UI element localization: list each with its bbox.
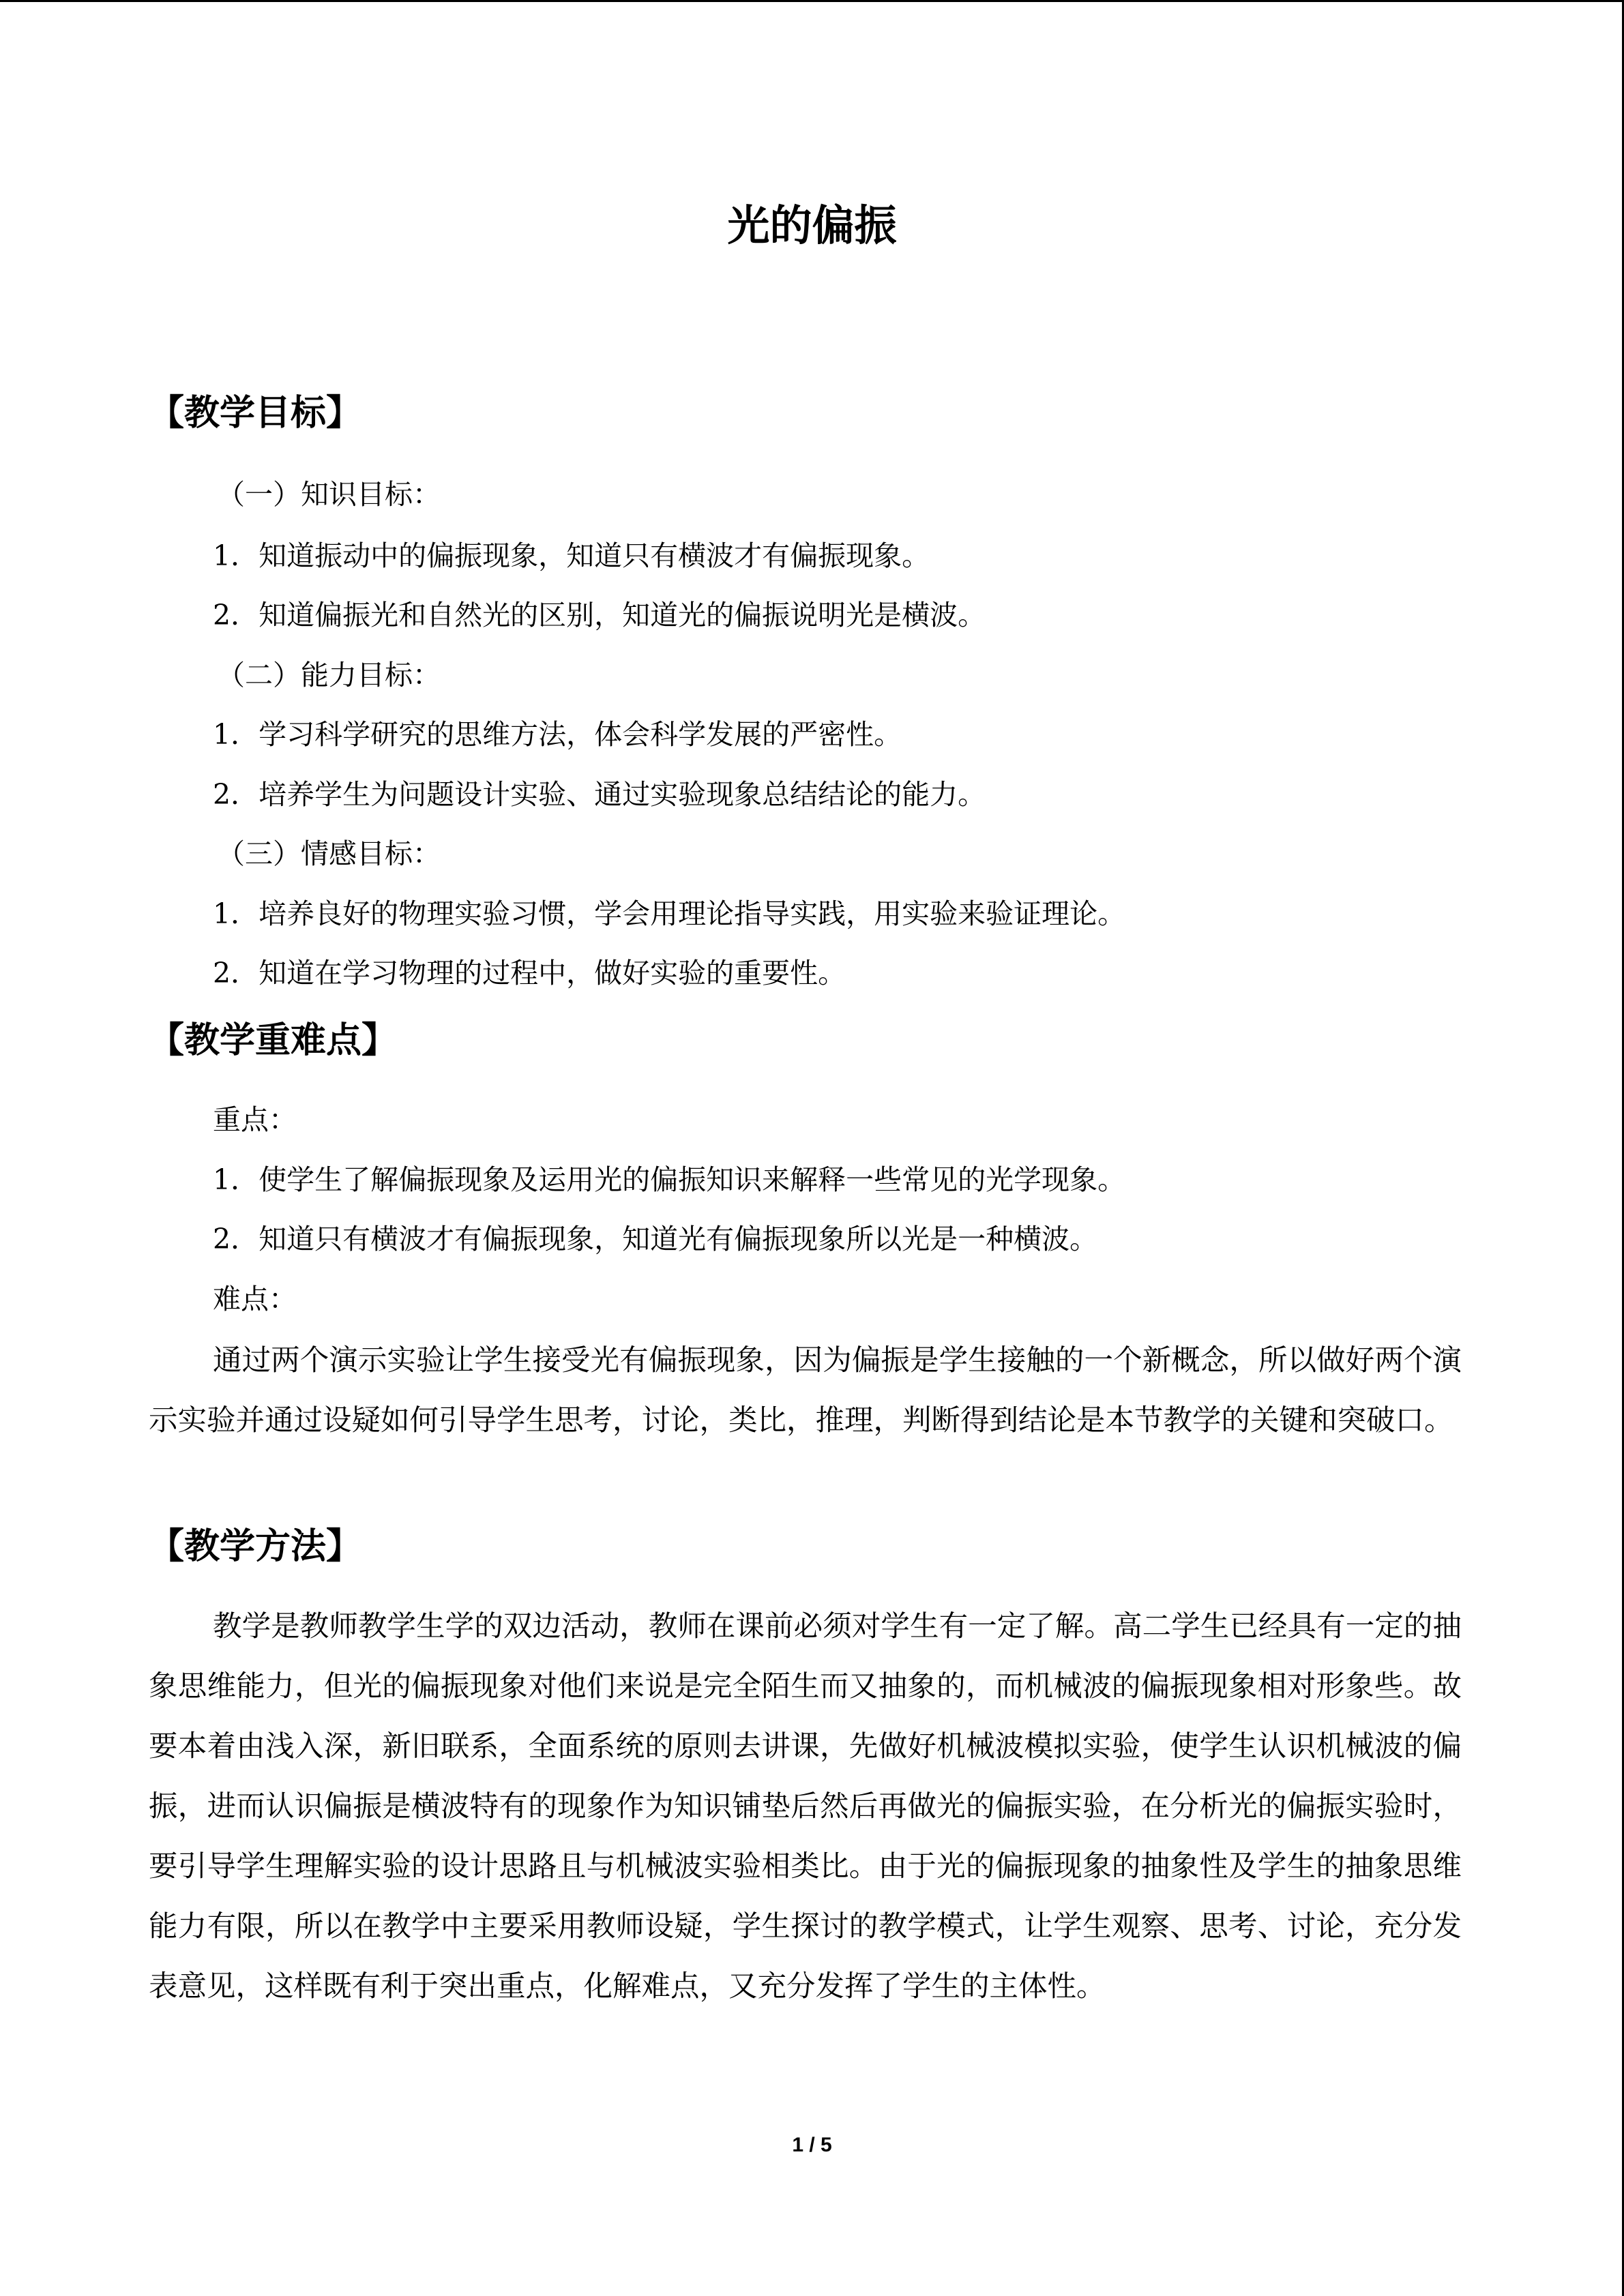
focus-label: 重点： xyxy=(213,1103,297,1136)
difficulty-paragraph: 通过两个演示实验让学生接受光有偏振现象，因为偏振是学生接触的一个新概念，所以做好两个演示实验并通过设疑如何引导学生思考，讨论，类比，推理，判断得到结论是本节教学的关键和突破口。 xyxy=(149,1344,1462,1437)
document-title: 光的偏振 xyxy=(727,200,897,250)
knowledge-objectives-label: （一）知识目标： xyxy=(217,478,441,511)
section-heading-objectives: 【教学目标】 xyxy=(149,393,362,434)
focus-point-1: 1．使学生了解偏振现象及运用光的偏振知识来解释一些常见的光学现象。 xyxy=(213,1163,1126,1196)
knowledge-objective-2: 2．知道偏振光和自然光的区别，知道光的偏振说明光是横波。 xyxy=(213,599,986,631)
emotion-objective-1: 1．培养良好的物理实验习惯，学会用理论指导实践，用实验来验证理论。 xyxy=(213,897,1126,930)
ability-objective-1: 1．学习科学研究的思维方法，体会科学发展的严密性。 xyxy=(213,718,902,751)
ability-objectives-label: （二）能力目标： xyxy=(217,659,441,691)
page-number: 1 / 5 xyxy=(792,2134,832,2156)
knowledge-objective-1: 1．知道振动中的偏振现象，知道只有横波才有偏振现象。 xyxy=(213,539,930,572)
focus-point-2: 2．知道只有横波才有偏振现象，知道光有偏振现象所以光是一种横波。 xyxy=(213,1223,1098,1255)
section-heading-methods: 【教学方法】 xyxy=(149,1526,362,1567)
ability-objective-2: 2．培养学生为问题设计实验、通过实验现象总结结论的能力。 xyxy=(213,778,986,811)
difficulty-label: 难点： xyxy=(213,1283,297,1315)
section-heading-key-points: 【教学重难点】 xyxy=(149,1020,398,1061)
emotion-objectives-label: （三）情感目标： xyxy=(217,837,441,870)
page-border-top xyxy=(0,0,1624,2)
emotion-objective-2: 2．知道在学习物理的过程中，做好实验的重要性。 xyxy=(213,957,846,989)
methods-paragraph: 教学是教师教学生学的双边活动，教师在课前必须对学生有一定了解。高二学生已经具有一定的抽象思维能力，但光的偏振现象对他们来说是完全陌生而又抽象的，而机械波的偏振现象相对形象些。故要本着由浅入深，新旧联系，全面系统的原则去讲课，先做好机械波模拟实验，使学生认识机械波的偏振，进而认识偏振是横波特有的现象作为知识铺垫后然后再做光的偏振实验，在分析光的偏振实验时，要引导学生理解实验的设计思路且与机械波实验相类比。由于光的偏振现象的抽象性及学生的抽象思维能力有限，所以在教学中主要采用教师设疑，学生探讨的教学模式，让学生观察、思考、讨论，充分发表意见，这样既有利于突出重点，化解难点，又充分发挥了学生的主体性。 xyxy=(149,1610,1462,2003)
